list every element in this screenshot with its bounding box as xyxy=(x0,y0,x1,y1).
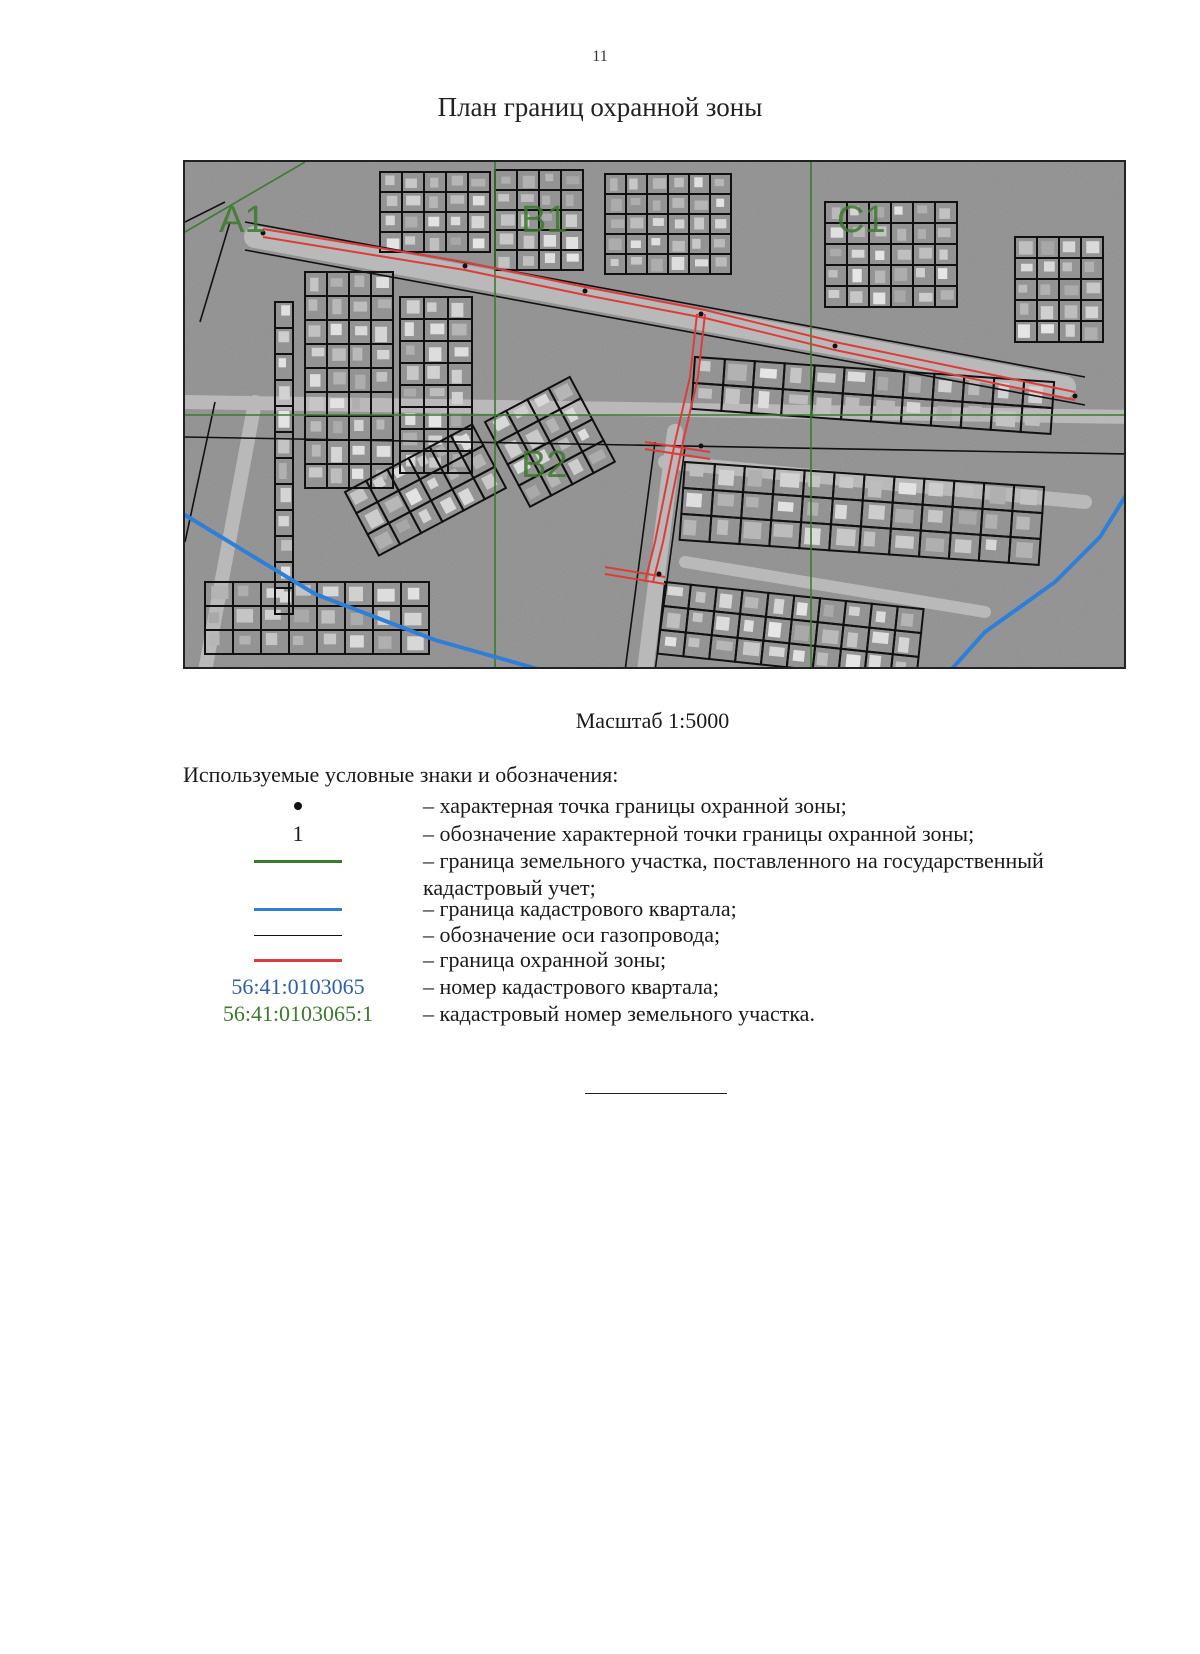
line-swatch-icon xyxy=(254,959,342,962)
legend-item xyxy=(183,921,1123,949)
legend-item xyxy=(183,895,1123,923)
grid-label-c1: C1 xyxy=(837,199,886,241)
legend-description: – номер кадастрового квартала; xyxy=(423,974,719,999)
legend-item xyxy=(183,946,1123,974)
legend-description: – обозначение оси газопровода; xyxy=(423,922,721,947)
line-swatch-icon xyxy=(254,935,342,936)
legend-description: – обозначение характерной точки границы охранной зоны; xyxy=(423,821,975,846)
legend-item xyxy=(183,792,1123,820)
end-rule xyxy=(585,1093,727,1094)
line-swatch-icon xyxy=(254,908,342,911)
scale-label: Масштаб 1:5000 xyxy=(575,708,730,733)
grid-label-b1: B1 xyxy=(521,199,568,241)
legend-item xyxy=(183,973,1123,1001)
legend-item xyxy=(183,820,1123,848)
legend-symbol-text: 56:41:0103065 xyxy=(231,974,365,999)
line-swatch-icon xyxy=(254,860,342,863)
legend-symbol xyxy=(183,973,413,1001)
legend-symbol xyxy=(183,946,413,974)
legend-item xyxy=(183,1000,1123,1028)
grid-label-a1: A1 xyxy=(219,199,266,241)
legend-description: – граница кадастрового квартала; xyxy=(423,896,737,921)
point-dot-icon xyxy=(294,802,302,810)
legend-symbol xyxy=(183,792,413,820)
legend-description: – граница охранной зоны; xyxy=(423,947,667,972)
legend-item xyxy=(183,847,1123,900)
map-image xyxy=(183,160,1126,669)
legend-symbol xyxy=(183,921,413,949)
plan-title: План границ охранной зоны xyxy=(437,92,763,122)
page-number: 11 xyxy=(592,48,608,65)
legend-symbol xyxy=(183,820,413,848)
legend-symbol-text: 1 xyxy=(292,821,304,846)
map-canvas xyxy=(185,162,1126,669)
legend-description: – характерная точка границы охранной зоны; xyxy=(423,793,847,818)
legend-description: – граница земельного участка, поставленного на государственный кадастровый учет; xyxy=(423,848,1044,900)
legend-symbol-text: 56:41:0103065:1 xyxy=(222,1001,374,1026)
grid-label-b2: B2 xyxy=(521,444,568,486)
legend-heading: Используемые условные знаки и обозначения: xyxy=(183,762,619,787)
legend-symbol xyxy=(183,847,413,875)
legend-description: – кадастровый номер земельного участка. xyxy=(423,1001,815,1026)
legend-symbol xyxy=(183,895,413,923)
legend-symbol xyxy=(183,1000,413,1028)
